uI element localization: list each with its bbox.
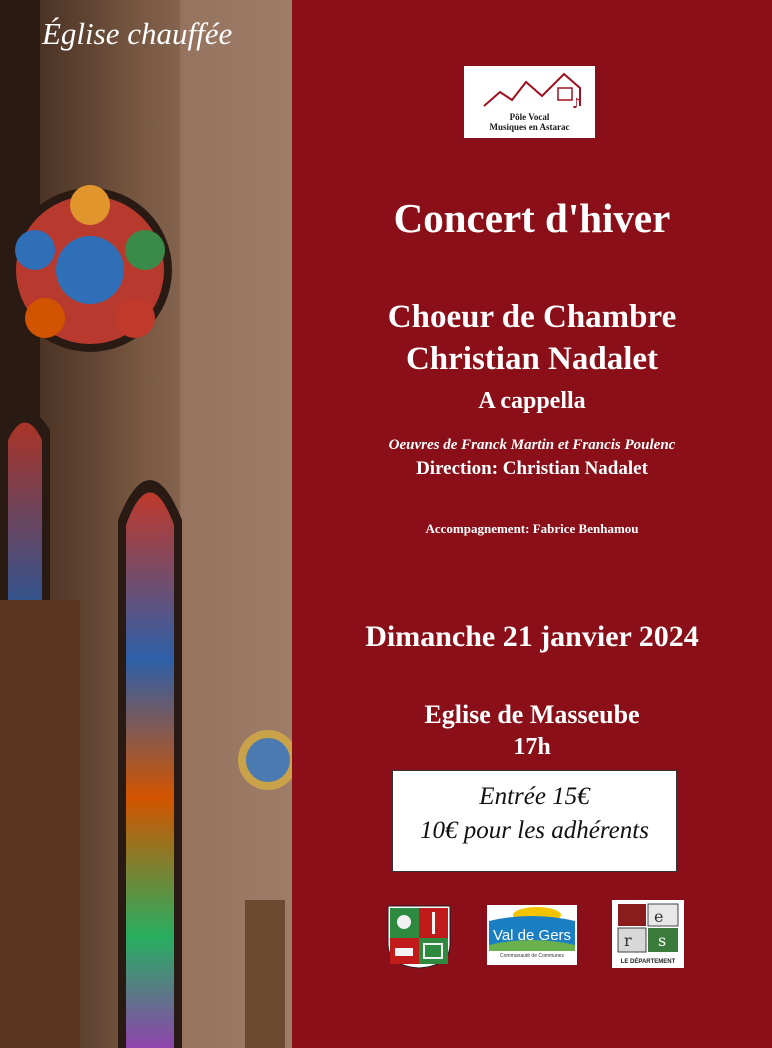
pole-vocal-logo <box>464 66 595 138</box>
member-price: 10€ pour les adhérents <box>420 817 649 844</box>
gers-department-logo <box>612 900 684 968</box>
shield-icon <box>386 904 452 970</box>
svg-text:e: e <box>654 907 664 926</box>
concert-title: Concert d'hiver <box>393 195 671 241</box>
val-de-gers-name: Val de Gers <box>492 927 572 944</box>
val-de-gers-logo <box>487 905 577 965</box>
concert-date: Dimanche 21 janvier 2024 <box>365 620 699 653</box>
choir-name-line2: Christian Nadalet <box>405 341 659 377</box>
svg-text:♪: ♪ <box>572 96 581 110</box>
svg-text:s: s <box>658 931 667 950</box>
concert-venue: Eglise de Masseube <box>424 700 640 729</box>
gers-subtitle: LE DÉPARTEMENT <box>620 959 676 965</box>
church-interior-photo <box>0 0 292 1048</box>
svg-text:r: r <box>624 931 632 950</box>
performance-style: A cappella <box>478 388 586 414</box>
works-list: Oeuvres de Franck Martin et Francis Poulenc <box>388 437 676 453</box>
entry-price: Entrée 15€ <box>479 783 590 810</box>
masseube-coat-of-arms <box>386 904 452 970</box>
accompaniment: Accompagnement: Fabrice Benhamou <box>425 521 639 536</box>
info-panel <box>292 0 772 1048</box>
church-illustration <box>0 0 292 1048</box>
heated-church-note: Église chauffée <box>42 16 233 51</box>
choir-name-line1: Choeur de Chambre <box>387 299 677 335</box>
logo-line1: Pôle Vocal <box>509 112 550 122</box>
house-music-icon <box>464 66 595 110</box>
direction: Direction: Christian Nadalet <box>416 458 648 479</box>
price-box <box>392 770 677 872</box>
val-de-gers-subtitle: Communauté de Communes <box>500 953 564 959</box>
gers-mosaic-icon <box>612 900 684 956</box>
logo-line2: Musiques en Astarac <box>489 122 570 132</box>
concert-time: 17h <box>513 734 551 760</box>
